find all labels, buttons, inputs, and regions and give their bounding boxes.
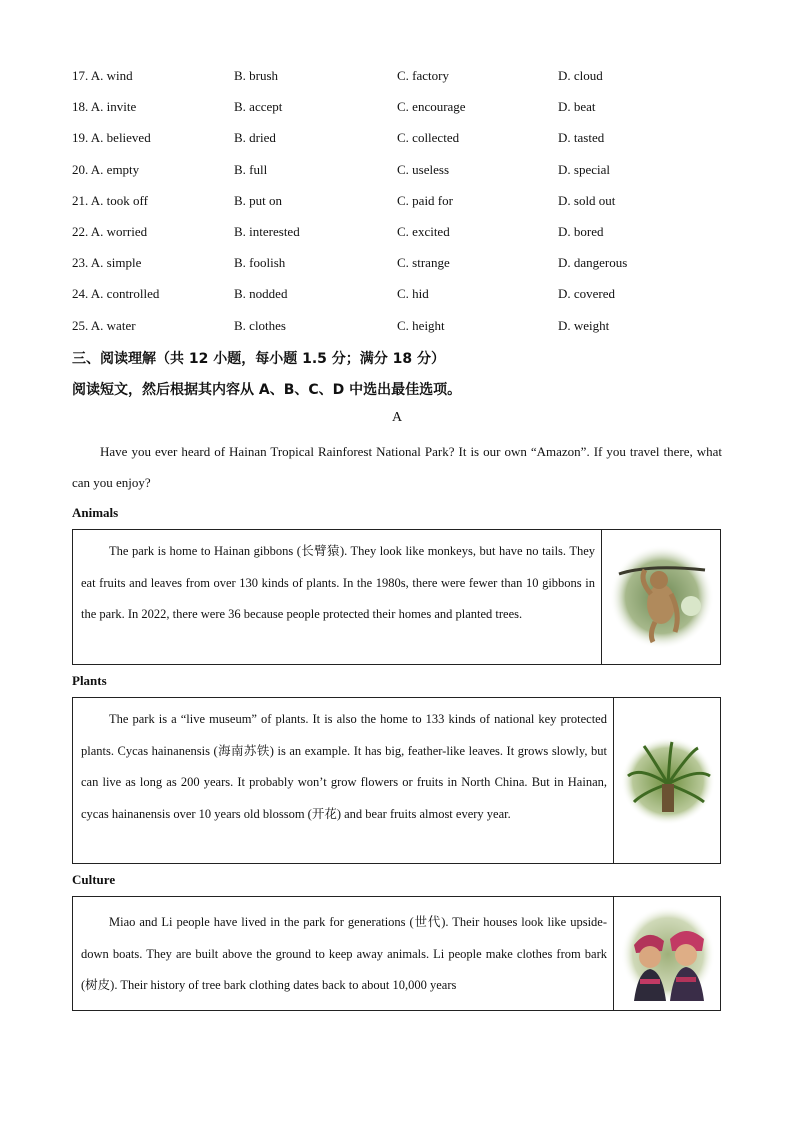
option-a: 23. A. simple [72, 255, 142, 271]
option-d: D. cloud [558, 68, 603, 83]
cycas-image [620, 736, 716, 826]
culture-box [72, 896, 721, 1011]
section-heading: 三、阅读理解（共 12 小题，每小题 1.5 分；满分 18 分） [72, 351, 446, 367]
option-d: D. special [558, 161, 610, 177]
question-row [0, 160, 794, 180]
culture-divider [613, 897, 614, 1010]
option-d: D. tasted [558, 130, 605, 146]
plants-text: The park is a “live museum” of plants. It is also the home to 133 kinds of national key protected plants. Cycas hainanensis (海南苏铁) is an example. It has big, feather-like leaves. It grows slowly, but can live as long as 200 years. It probably won’t grow flowers or fruits in North China. But in Hainan, cycas hainanensis over 10 years old blossom (开花) and bear fruits almost every year. [81, 712, 607, 821]
option-c: C. paid for [397, 192, 453, 208]
option-d: D. bored [558, 224, 604, 239]
question-row [0, 128, 794, 148]
question-row [0, 222, 794, 242]
option-a: 17. A. wind [72, 68, 133, 83]
option-a: 25. A. water [72, 317, 136, 333]
plants-box [72, 697, 721, 864]
option-c: C. excited [397, 224, 450, 239]
passage-intro: Have you ever heard of Hainan Tropical Rainforest National Park? It is our own “Amazon”. If you travel there, what can you enjoy? [72, 444, 722, 490]
option-b: B. interested [234, 224, 300, 239]
question-row [0, 191, 794, 211]
option-d: D. weight [558, 317, 610, 333]
option-b: B. put on [234, 192, 283, 208]
option-c: C. useless [397, 161, 449, 177]
option-a: 19. A. believed [72, 130, 151, 146]
culture-label: Culture [72, 872, 116, 887]
option-b: B. brush [234, 68, 279, 83]
question-row [0, 66, 794, 86]
option-c: C. hid [397, 286, 429, 302]
option-c: C. factory [397, 68, 449, 83]
option-a: 21. A. took off [72, 192, 148, 208]
option-c: C. height [397, 317, 445, 333]
option-d: D. covered [558, 286, 616, 302]
section-instruction: 阅读短文，然后根据其内容从 A、B、C、D 中选出最佳选项。 [72, 382, 462, 398]
animals-divider [601, 530, 602, 664]
culture-text: Miao and Li people have lived in the park for generations (世代). Their houses look like upside-down boats. They are built above the ground to keep away animals. Li people make clothes from bark (树皮). Their history of tree bark clothing dates back to about 10,000 years [81, 915, 607, 992]
option-a: 24. A. controlled [72, 286, 160, 302]
option-c: C. encourage [397, 99, 466, 115]
option-b: B. dried [234, 130, 276, 146]
option-b: B. accept [234, 99, 283, 115]
option-c: C. collected [397, 130, 460, 146]
question-row [0, 253, 794, 273]
animals-label: Animals [72, 505, 119, 520]
option-c: C. strange [397, 255, 450, 271]
option-b: B. foolish [234, 255, 286, 271]
option-a: 18. A. invite [72, 99, 137, 115]
animals-box [72, 529, 721, 665]
option-b: B. nodded [234, 286, 288, 302]
question-row [0, 284, 794, 304]
option-d: D. dangerous [558, 255, 628, 271]
question-row [0, 97, 794, 117]
option-a: 20. A. empty [72, 161, 140, 177]
option-b: B. clothes [234, 317, 286, 333]
option-a: 22. A. worried [72, 224, 148, 239]
option-d: D. sold out [558, 192, 616, 208]
plants-label: Plants [72, 673, 107, 688]
plants-divider [613, 698, 614, 863]
gibbon-image [609, 544, 715, 650]
li-people-image [620, 905, 716, 1003]
animals-text: The park is home to Hainan gibbons (长臂猿). They look like monkeys, but have no tails. They eat fruits and leaves from over 130 kinds of plants. In the 1980s, there were fewer than 10 gibbons in the park. In 2022, there were 36 because people protected their homes and planted trees. [81, 544, 595, 621]
question-row [0, 316, 794, 336]
passage-title: A [391, 410, 403, 425]
option-b: B. full [234, 161, 268, 177]
option-d: D. beat [558, 99, 596, 115]
